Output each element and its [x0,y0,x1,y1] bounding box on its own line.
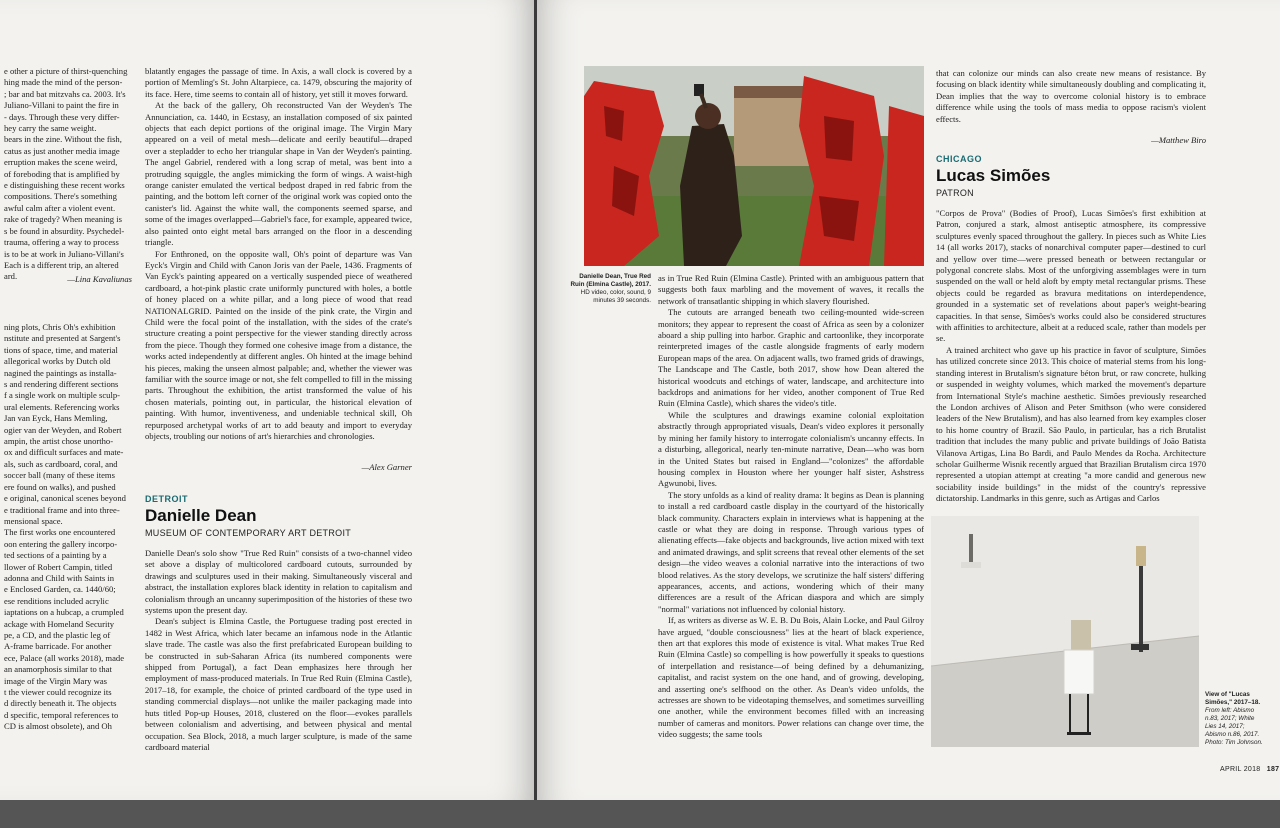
text-line: of foreboding that is amplified by [4,168,120,179]
text-line: awful calm after a violent event. [4,202,116,213]
text-line: compositions. There's something [4,191,117,202]
paragraph: The story unfolds as a kind of reality drama: It begins as Dean is planning to install a red cardboard castle display in the courtyard of the historically black community. Characters explain in interviews what is happening at the castle or what they are doing in response. Through various types of alienating effects—fake objects and backgrounds, live action mixed with text and animated drawings, and split screens that reveal other elements of the set design—the video weaves a colonial narrative into the interactions of two blood relatives. As the story develops, we scrutinize the half sisters' differing appearances, accents, and actions, wondering which of their many differences are a result of the African diaspora and which are simply "normal" variations not influenced by colonial history. [658,489,924,614]
caption-details: From left: Abismo n.83, 2017; White Lies 14, 2017; Abismo n.86, 2017. Photo: Tim Johnson. [1205,707,1263,746]
paragraph: as in True Red Ruin (Elmina Castle). Printed with an ambiguous pattern that suggests both faux marbling and the movement of waves, it recalls the network of transatlantic shipping in which slavery flourished. [658,273,924,306]
paragraph: The cutouts are arranged beneath two ceiling-mounted wide-screen monitors; they appear to represent the coast of Africa as seen by a colonizer aboard a ship pulling into harbor. Graphic and cartoonlike, they incorporate reinterpreted images of the castle alongside fragments of early modern European maps of the area. On adjacent walls, two framed grids of drawings, The Landscape and The Castle, both 2017, show how Dean altered the historical woodcuts and etchings of water, landscape, and architecture into backdrops and animations for her video, another component of True Red Ruin (Elmina Castle), which shares the video's title. [658,307,924,409]
installation-photo-lucas-simoes [931,516,1199,747]
text-line: hey carry the same weight. [4,123,97,134]
artwork-photo-true-red-ruin [584,66,924,266]
column-2-top [145,66,412,442]
text-line: image of the Virgin Mary was [4,675,107,686]
text-line: adonna and Child with Saints in [4,572,115,583]
column-3 [658,273,924,741]
text-line: ard. [4,271,18,282]
text-line: catus as just another media image [4,145,120,156]
artist-title: Danielle Dean [145,506,257,525]
text-line: s and rendering different sections [4,379,119,390]
text-line: mensional space. [4,515,63,526]
venue-name: PATRON [936,188,974,198]
text-line: A-frame barricade. For another [4,641,112,652]
text-line: nstitute and presented at Sargent's [4,333,121,344]
text-line: erruption makes the scene weird, [4,157,118,168]
column-4-body [936,208,1206,505]
text-line: The first works one encountered [4,527,116,538]
text-line: e other a picture of thirst-quenching [4,66,128,76]
text-line: soccer ball (many of these items [4,470,115,481]
text-line: Jan van Eyck, Hans Memling, [4,413,108,424]
column-4-top [936,68,1206,146]
text-line: pe, a CD, and the plastic leg of [4,629,111,640]
text-line: ere found on walks), and pushed [4,481,116,492]
signature-lina-kavaliunas: —Lina Kavaliunas [67,274,132,284]
text-line: als, such as cardboard, coral, and [4,458,118,469]
footer-month: APRIL 2018 [1220,766,1261,773]
text-line: e distinguishing these recent works [4,180,125,191]
text-line: d specific, temporal references to [4,709,119,720]
text-line: iaptations on a hubcap, a crumpled [4,607,124,618]
text-line: - days. Through these very differ- [4,111,120,122]
paragraph: blatantly engages the passage of time. In Axis, a wall clock is covered by a portion of Memling's St. John Altarpiece, ca. 1479, obscuring the majority of its face. Here, time seems to contain all of history, yet still it moves forward. [145,66,412,99]
text-line: CD is almost obsolete), and Oh [4,721,112,732]
text-line: Each is a different trip, an altered [4,259,119,270]
paragraph: For Enthroned, on the opposite wall, Oh's point of departure was Van Eyck's Virgin and Child with Canon Joris van der Paele, 1436. Fragments of Van Eyck's painting appeared on a vertically suspended piece of weathered cardboard, a hot-pink plastic crate uniformly punctured with holes, a bottle of honey placed on a white pillar, and a long piece of wood that read NATIONALGRID. Painted on the inside of the pink crate, the Virgin and Child were the focal point of the installation, with the sides of the crate's structure creating a point perspective for the viewer standing directly across from the piece. Though they formed one cohesive image from a distance, the works acted independently at different angles. Oh hinted at the image behind his pieces, making the unseen almost palpable; and, whether the viewer was familiar with the source image or not, she felt compelled to fill in the missing parts. Throughout the exhibition, the artist transformed the value of his chosen materials, pointing out, in particular, the historical elevation of painting. With humor, inventiveness, and undeniable technical skill, Oh repurposed archetypal works of art to add beauty and import to everyday objects, troubling our notions of art's hierarchies and chronologies. [145,248,412,441]
text-line: s be found in absurdity. Psychedel- [4,225,125,236]
text-line: ampin, the artist chose unortho- [4,436,114,447]
text-line: ning plots, Chris Oh's exhibition [4,322,116,332]
text-line: rake of tragedy? When meaning is [4,214,122,225]
text-line: llower of Robert Campin, titled [4,561,113,572]
paragraph: that can colonize our minds can also create new means of resistance. By focusing on black identity while simultaneously doubling and complicating it, Dean implies that the way to overcome colonial history is to embrace difference while using the tools of mass media to oppose racism's violent effects. [936,68,1206,124]
section-kicker: DETROIT [145,494,188,504]
section-header-chicago [936,154,1206,198]
scanner-edge [0,800,1280,828]
section-header-detroit [145,494,412,538]
paragraph: While the sculptures and drawings examine colonial exploitation abstractly through appropriated visuals, Dean's video explores it personally by mining her family history to interrogate colonialism's uncanny effects. In a disturbing, allegorical, nearly ten-minute narrative, Dean—who was born in the United States but raised in England—"colonizes" the affordable housing complex in Houston where her younger half sister, Ashstress Agwunobi, lives. [658,409,924,489]
signature-alex-garner: —Alex Garner [361,462,412,472]
right-page [537,0,1280,806]
caption-title: Danielle Dean, True Red Ruin (Elmina Castle), 2017. [570,273,651,288]
artist-title: Lucas Simões [936,166,1051,185]
column-1-bottom [4,322,134,733]
text-line: ece, Palace (all works 2018), made [4,652,125,663]
text-line: bears in the zine. Without the fish, [4,134,122,145]
text-line: d directly beneath it. The objects [4,698,117,709]
text-line: hing made the mind of the person- [4,77,123,88]
text-line: ; bar and bat mitzvahs ca. 2003. It's [4,88,126,99]
photo-caption-danielle-dean [567,273,651,305]
text-line: t the viewer could recognize its [4,687,112,697]
venue-name: MUSEUM OF CONTEMPORARY ART DETROIT [145,528,352,538]
text-line: ese renditions included acrylic [4,595,109,606]
text-line: e traditional frame and into three- [4,504,120,515]
caption-details: HD video, color, sound, 9 minutes 39 seconds. [580,289,651,304]
text-line: e Enclosed Garden, ca. 1440/60; [4,584,116,595]
page-number: 187 [1266,766,1280,773]
text-line: ox and difficult surfaces and mate- [4,447,124,458]
text-line: e original, canonical scenes beyond [4,493,126,504]
text-line: trauma, offering a way to process [4,237,119,248]
text-line: is to be at work in Juliano-Villani's [4,248,124,259]
text-line: ural elements. Referencing works [4,401,120,412]
paragraph: If, as writers as diverse as W. E. B. Du Bois, Alain Locke, and Paul Gilroy have argued, "double consciousness" lies at the heart of black experience, then art that explores this mode of existence is vital. What makes True Red Ruin (Elmina Castle) so compelling is how powerfully it speaks to questions of interpellation and resistance—of being defined by a dehumanizing, capitalist, and racist system on the one hand, and of growing, developing, and asserting one's selfhood on the other. As Dean's video unfolds, the actresses are shown to be videotaping themselves, and sometimes surveilling one another, while the environment becomes filled with an increasing number of cameras and monitors. Power relations can change over time, the video suggests; the same tools [658,615,924,740]
text-line: ogier van der Weyden, and Robert [4,424,122,435]
paragraph: At the back of the gallery, Oh reconstructed Van der Weyden's The Annunciation, ca. 1440, in Ecstasy, an installation composed of six painted objects that each depict portions of the original image. The Virgin Mary appeared on a veil of metal mesh—delicate and eerily beautiful—draped over a stepladder to echo her triangular shape in Van der Weyden's painting. The angel Gabriel, rendered with a long scrap of metal, was bent into a protruding squiggle, the angles mimicking the form of wings. A waist-high orange canister emulated the vertical bedpost draped in red fabric from the painting, and the bottom left corner of the original work was copied onto the canister's lid. Against the white wall, the components seemed sparse, and some of the images overlapped—Gabriel's face, for example, appeared twice, also painted onto eight metal bars arranged on the floor in a descending triangle. [145,100,412,248]
text-line: oon entering the gallery incorpo- [4,538,118,549]
paragraph: Dean's subject is Elmina Castle, the Portuguese trading post erected in 1482 in West Africa, which later became an infamous node in the Atlantic slave trade. The castle was also the first prefabricated European building to be constructed in sub-Saharan Africa (its numbered components were shipped from Portugal), a fact Dean emphasizes here through her employment of mass-produced materials. In True Red Ruin (Elmina Castle), 2017–18, for example, the choice of printed cardboard of the type used in standing commercial displays—not unlike the mailer packaging made into huts titled Pop-up Houses, 2018, clustered on the floor—evokes parallels between colonialism and advertising, and between physical and mental occupation. Sea Block, 2018, a much larger sculpture, is made of the same cardboard material [145,616,412,752]
section-kicker: CHICAGO [936,154,982,164]
text-line: ackage with Homeland Security [4,618,115,629]
left-page [0,0,534,800]
column-2-bottom [145,548,412,753]
page-footer [1220,766,1279,773]
column-1-top [4,66,134,283]
text-line: allegorical works by Dutch old [4,356,111,367]
paragraph: "Corpos de Prova" (Bodies of Proof), Lucas Simões's first exhibition at Patron, conjured a stark, almost antiseptic atmosphere, its compressive sculptures evenly spaced throughout the gallery. In pieces such as White Lies 14 (all works 2017), stacks of nonarchival computer paper—destined to curl and yellow over time—were pressed beneath or between rectangular or polygonal concrete slabs. Most of the unforgiving assemblages were in turn suspended on the wall or held aloft by empty metal rectangular prisms. These objects could be regarded as bravura meditations on interdependence, grounded in a systematic set of revelations about paper's weight-bearing capacities. In that sense, Simões's works could also be considered structures with affinities to architecture, albeit at a reduced scale, rather than models per se. [936,208,1206,344]
text-line: ted sections of a painting by a [4,550,107,561]
paragraph: A trained architect who gave up his practice in favor of sculpture, Simões has utilized concrete since 2013. This choice of material stems from his long-standing interest in Brutalism's signature béton brut, or raw concrete, hulking or suspended in weighty volumes, which marked the movement's departure from International Style's machine aesthetic. Simões previously researched the London archives of Alison and Peter Smithson (who were considered leaders of the New Brutalism), and has also learned from key examples closer to his home country of Brazil. São Paulo, in particular, has a rich Brutalist tradition that includes the many public and private buildings of João Batista Vilanova Artigas, Lina Bo Bardi, and Paulo Mendes da Rocha. Architecture scholar Guilherme Wisnik recently argued that Brazilian Brutalism circa 1970 represented a utopian attempt at creating "a more candid and generous new sociability inside buildings" in the midst of the country's repressive dictatorship. Landmarks in this genre, such as Artigas and Carlos [936,344,1206,504]
caption-title: View of "Lucas Simões," 2017–18. [1205,691,1261,706]
paragraph: Danielle Dean's solo show "True Red Ruin" consists of a two-channel video set above a display of multicolored cardboard cutouts, surrounded by drawings and sculptures used in their making. Simultaneously visceral and abstract, the installation explores black identity in relation to capitalism and colonialism through an uncanny superimposition of the histories of these two systems upon the present day. [145,548,412,616]
signature-matthew-biro: —Matthew Biro [1151,135,1206,146]
photo-caption-lucas-simoes [1205,691,1267,747]
text-line: tions of space, time, and material [4,344,118,355]
text-line: nagined the paintings as installa- [4,367,117,378]
text-line: Juliano-Villani to paint the fire in [4,100,119,111]
text-line: an anamorphosis similar to that [4,664,112,675]
text-line: f a single work on multiple sculp- [4,390,120,401]
